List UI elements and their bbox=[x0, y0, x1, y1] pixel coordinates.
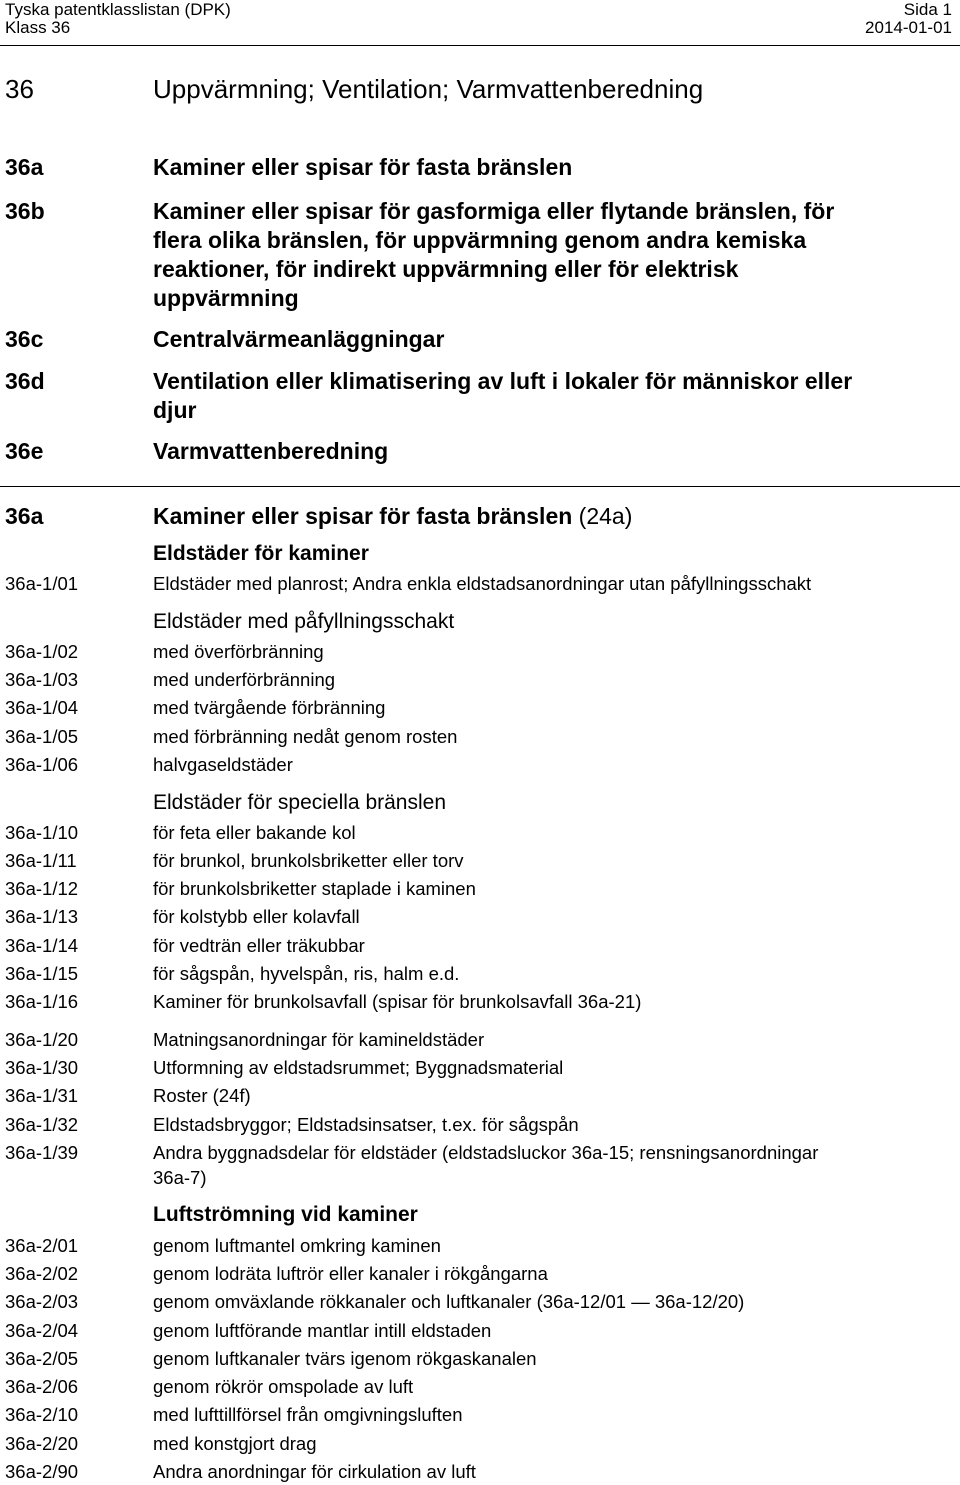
subclass-title: djur bbox=[153, 397, 197, 423]
class-label: Klass 36 bbox=[5, 18, 71, 37]
entry-code: 36a-2/20 bbox=[5, 1433, 79, 1454]
document-date: 2014-01-01 bbox=[865, 18, 952, 37]
entry-code: 36a-2/05 bbox=[5, 1348, 79, 1369]
entry-text: med underförbränning bbox=[153, 669, 336, 690]
entry-text: med förbränning nedåt genom rosten bbox=[153, 726, 458, 747]
entry-code: 36a-1/05 bbox=[5, 726, 79, 747]
entry-text: genom lodräta luftrör eller kanaler i rökgångarna bbox=[153, 1263, 548, 1284]
subclass-title: Kaminer eller spisar för gasformiga eller flytande bränslen, för bbox=[153, 198, 835, 224]
entry-text: för kolstybb eller kolavfall bbox=[153, 906, 360, 927]
entry-code: 36a-1/20 bbox=[5, 1029, 79, 1050]
subclass-code: 36c bbox=[5, 326, 44, 352]
subclass-title: Centralvärmeanläggningar bbox=[153, 326, 445, 352]
entry-code: 36a-2/01 bbox=[5, 1235, 79, 1256]
subclass-title: flera olika bränslen, för uppvärmning genom andra kemiska bbox=[153, 227, 807, 253]
entry-code: 36a-1/15 bbox=[5, 963, 79, 984]
page-number: Sida 1 bbox=[903, 0, 952, 19]
entry-code: 36a-1/03 bbox=[5, 669, 79, 690]
entry-text: Kaminer för brunkolsavfall (spisar för brunkolsavfall 36a-21) bbox=[153, 991, 642, 1012]
group-heading: Eldstäder för kaminer bbox=[153, 542, 369, 565]
entry-text: Roster (24f) bbox=[153, 1085, 251, 1106]
subclass-title: Ventilation eller klimatisering av luft i lokaler för människor eller bbox=[153, 368, 853, 394]
group-heading: Eldstäder för speciella bränslen bbox=[153, 791, 446, 814]
entry-text: för vedträn eller träkubbar bbox=[153, 935, 365, 956]
entry-code: 36a-1/04 bbox=[5, 697, 79, 718]
entry-code: 36a-2/90 bbox=[5, 1461, 79, 1482]
entry-code: 36a-2/10 bbox=[5, 1404, 79, 1425]
entry-text: Matningsanordningar för kamineldstäder bbox=[153, 1029, 485, 1050]
entry-text: Eldstadsbryggor; Eldstadsinsatser, t.ex. för sågspån bbox=[153, 1114, 579, 1135]
entry-code: 36a-1/32 bbox=[5, 1114, 79, 1135]
header-divider bbox=[0, 45, 960, 46]
entry-text: genom luftkanaler tvärs igenom rökgaskanalen bbox=[153, 1348, 537, 1369]
subclass-code: 36e bbox=[5, 438, 44, 464]
entry-text: för feta eller bakande kol bbox=[153, 822, 356, 843]
entry-code: 36a-1/39 bbox=[5, 1142, 79, 1163]
entry-text: Utformning av eldstadsrummet; Byggnadsmaterial bbox=[153, 1057, 564, 1078]
entry-text: Eldstäder med planrost; Andra enkla eldstadsanordningar utan påfyllningsschakt bbox=[153, 573, 812, 594]
entry-code: 36a-1/16 bbox=[5, 991, 79, 1012]
entry-text: för brunkolsbriketter staplade i kaminen bbox=[153, 878, 476, 899]
entry-code: 36a-1/31 bbox=[5, 1085, 79, 1106]
entry-code: 36a-1/14 bbox=[5, 935, 79, 956]
subclass-title: Kaminer eller spisar för fasta bränslen bbox=[153, 154, 573, 180]
document-title: Tyska patentklasslistan (DPK) bbox=[5, 0, 231, 19]
section-reference: (24a) bbox=[578, 503, 633, 529]
entry-text: med lufttillförsel från omgivningsluften bbox=[153, 1404, 463, 1425]
entry-text: för brunkol, brunkolsbriketter eller torv bbox=[153, 850, 464, 871]
group-heading: Luftströmning vid kaminer bbox=[153, 1203, 418, 1226]
entry-code: 36a-1/01 bbox=[5, 573, 79, 594]
entry-code: 36a-2/03 bbox=[5, 1291, 79, 1312]
entry-code: 36a-1/11 bbox=[5, 850, 77, 871]
section-code: 36a bbox=[5, 503, 44, 529]
entry-text: genom rökrör omspolade av luft bbox=[153, 1376, 414, 1397]
section-heading bbox=[153, 502, 632, 531]
entry-text: med konstgjort drag bbox=[153, 1433, 317, 1454]
entry-code: 36a-1/10 bbox=[5, 822, 79, 843]
entry-text: 36a-7) bbox=[153, 1167, 207, 1188]
entry-code: 36a-1/30 bbox=[5, 1057, 79, 1078]
entry-text: för sågspån, hyvelspån, ris, halm e.d. bbox=[153, 963, 460, 984]
subclass-title: Varmvattenberedning bbox=[153, 438, 389, 464]
main-class-title: Uppvärmning; Ventilation; Varmvattenberedning bbox=[153, 74, 704, 104]
entry-text: halvgaseldstäder bbox=[153, 754, 293, 775]
entry-text: genom luftförande mantlar intill eldstaden bbox=[153, 1320, 492, 1341]
entry-code: 36a-1/12 bbox=[5, 878, 79, 899]
section-title: Kaminer eller spisar för fasta bränslen bbox=[153, 503, 573, 529]
entry-code: 36a-2/02 bbox=[5, 1263, 79, 1284]
subclass-title: reaktioner, för indirekt uppvärmning eller för elektrisk bbox=[153, 256, 739, 282]
entry-text: Andra anordningar för cirkulation av luft bbox=[153, 1461, 476, 1482]
entry-code: 36a-2/04 bbox=[5, 1320, 79, 1341]
section-divider bbox=[0, 486, 960, 487]
entry-text: med överförbränning bbox=[153, 641, 324, 662]
entry-text: Andra byggnadsdelar för eldstäder (eldstadsluckor 36a-15; rensningsanordningar bbox=[153, 1142, 819, 1163]
subclass-code: 36b bbox=[5, 198, 45, 224]
group-heading: Eldstäder med påfyllningsschakt bbox=[153, 610, 455, 633]
subclass-title: uppvärmning bbox=[153, 285, 299, 311]
entry-code: 36a-1/02 bbox=[5, 641, 79, 662]
subclass-code: 36a bbox=[5, 154, 44, 180]
entry-code: 36a-1/06 bbox=[5, 754, 79, 775]
entry-text: genom omväxlande rökkanaler och luftkanaler (36a-12/01 — 36a-12/20) bbox=[153, 1291, 745, 1312]
entry-text: genom luftmantel omkring kaminen bbox=[153, 1235, 441, 1256]
entry-text: med tvärgående förbränning bbox=[153, 697, 386, 718]
subclass-code: 36d bbox=[5, 368, 45, 394]
main-class-code: 36 bbox=[5, 74, 34, 104]
entry-code: 36a-2/06 bbox=[5, 1376, 79, 1397]
entry-code: 36a-1/13 bbox=[5, 906, 79, 927]
